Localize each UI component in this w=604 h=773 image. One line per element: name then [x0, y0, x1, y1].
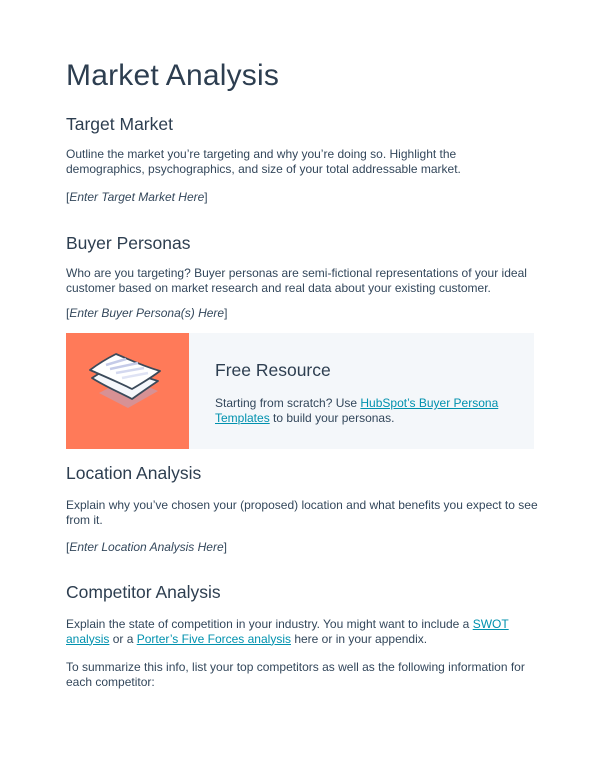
section-heading-competitor-analysis: Competitor Analysis	[66, 582, 221, 602]
bracket-open: [	[66, 190, 70, 204]
target-market-description: Outline the market you’re targeting and why you’re doing so. Highlight the demographics, psychographics, and size of your total addressable market.	[66, 147, 461, 176]
placeholder-text: Enter Buyer Persona(s) Here	[69, 306, 225, 320]
free-resource-text-before: Starting from scratch? Use	[215, 396, 361, 410]
placeholder-text: Enter Location Analysis Here	[69, 540, 224, 554]
bracket-open: [	[66, 306, 70, 320]
location-analysis-description: Explain why you’ve chosen your (proposed) location and what benefits you expect to see from it.	[66, 498, 538, 527]
bracket-close: ]	[224, 306, 228, 320]
free-resource-heading: Free Resource	[215, 360, 331, 380]
free-resource-text	[215, 396, 515, 425]
swot-analysis-link[interactable]: SWOT analysis	[66, 617, 509, 646]
section-heading-location-analysis: Location Analysis	[66, 463, 202, 483]
buyer-personas-description: Who are you targeting? Buyer personas are semi-fictional representations of your ideal customer based on market research and real data about your existing customer.	[66, 266, 527, 295]
placeholder-text: Enter Target Market Here	[69, 190, 205, 204]
section-heading-target-market: Target Market	[66, 114, 173, 134]
page-title: Market Analysis	[66, 59, 280, 92]
free-resource-text-after: to build your personas.	[269, 410, 395, 425]
bracket-close: ]	[223, 540, 227, 554]
buyer-personas-placeholder[interactable]	[66, 306, 538, 321]
porters-five-forces-link[interactable]: Porter’s Five Forces analysis	[136, 631, 291, 646]
free-resource-body	[189, 333, 534, 449]
location-analysis-placeholder[interactable]	[66, 540, 538, 555]
competitor-analysis-description	[66, 617, 538, 646]
bracket-close: ]	[204, 190, 208, 204]
target-market-placeholder[interactable]	[66, 190, 538, 205]
free-resource-image	[66, 333, 189, 449]
free-resource-card	[66, 333, 534, 449]
buyer-persona-templates-link[interactable]: HubSpot’s Buyer Persona Templates	[215, 396, 499, 425]
competitor-text-before: Explain the state of competition in your industry. You might want to include a	[66, 617, 473, 631]
competitor-text-after: here or in your appendix.	[291, 631, 428, 646]
competitor-text-middle: or a	[109, 631, 137, 646]
section-heading-buyer-personas: Buyer Personas	[66, 233, 191, 253]
bracket-open: [	[66, 540, 70, 554]
documents-stack-icon	[66, 333, 189, 449]
competitor-summary: To summarize this info, list your top competitors as well as the following information for each competitor:	[66, 660, 525, 689]
